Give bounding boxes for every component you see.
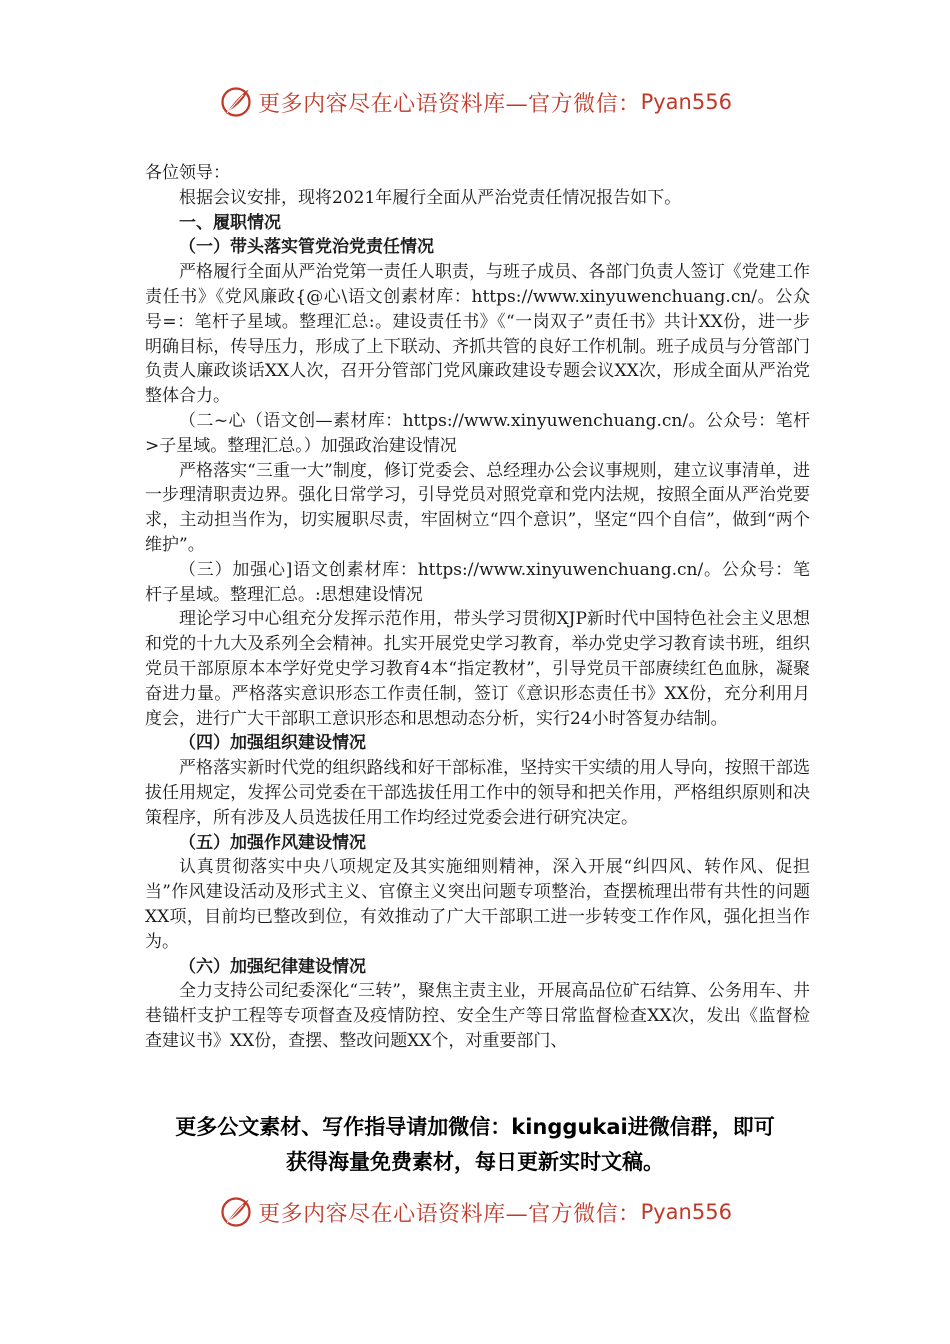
paragraph: 全力支持公司纪委深化“三转”，聚焦主责主业，开展高品位矿石结算、公务用车、井巷锚杆支护工程等专项督查及疫情防控、安全生产等日常监督检查XX次，发出《监督检查建议书》XX份，查摆、整改问题XX个，对重要部门、 [145,981,810,1051]
intro-paragraph: 根据会议安排，现将2021年履行全面从严治党责任情况报告如下。 [179,187,682,208]
footer-banner [0,1190,950,1234]
subsection-heading: （一）带头落实管党治党责任情况 [179,237,434,258]
banner-text: 更多内容尽在心语资料库—官方微信： [258,91,641,117]
subsection-heading: （六）加强纪律建设情况 [179,956,366,977]
paragraph: 严格履行全面从严治党第一责任人职责，与班子成员、各部门负责人签订《党建工作责任书》《党风廉政{@心\语文创素材库：https://www.xinyuwenchuang.cn/。公众号=：笔杆子星域。整理汇总:。建设责任书》《“一岗双子”责任书》共计XX份，进一步明确目标，传导压力，形成了上下联动、齐抓共管的良好工作机制。班子成员与分管部门负责人廉政谈话XX人次，召开分管部门党风廉政建设专题会议XX次，形成全面从严治党整体合力。 [145,262,810,407]
subsection-heading: （三）加强心]语文创素材库：https://www.xinyuwenchuang.cn/。公众号：笔杆子星域。整理汇总。:思想建设情况 [145,559,810,605]
promo-line-2: 获得海量免费素材，每日更新实时文稿。 [286,1150,664,1174]
promo-line-1: 更多公文素材、写作指导请加微信：kinggukai进微信群，即可 [175,1115,775,1139]
header-banner [0,80,950,124]
paragraph: 严格落实“三重一大”制度，修订党委会、总经理办公会议事规则，建立议事清单，进一步理清职责边界。强化日常学习，引导党员对照党章和党内法规，按照全面从严治党要求，主动担当作为，切实履职尽责，牢固树立“四个意识”，坚定“四个自信”，做到“两个维护”。 [145,460,810,555]
subsection-heading: （五）加强作风建设情况 [179,832,366,853]
feather-pen-logo-icon [218,1194,254,1230]
subsection-heading: （二~心（语文创—素材库：https://www.xinyuwenchuang.cn/。公众号：笔杆>子星域。整理汇总。）加强政治建设情况 [145,410,810,456]
banner-wechat-id: Pyan556 [640,90,732,114]
paragraph: 认真贯彻落实中央八项规定及其实施细则精神，深入开展“纠四风、转作风、促担当”作风建设活动及形式主义、官僚主义突出问题专项整治，查摆梳理出带有共性的问题XX项，目前均已整改到位，有效推动了广大干部职工进一步转变工作作风，强化担当作为。 [145,857,810,952]
banner-wechat-id: Pyan556 [640,1200,732,1224]
feather-pen-logo-icon [218,84,254,120]
banner-text: 更多内容尽在心语资料库—官方微信： [258,1201,641,1227]
greeting: 各位领导： [145,163,230,183]
paragraph: 理论学习中心组充分发挥示范作用，带头学习贯彻XJP新时代中国特色社会主义思想和党的十九大及系列全会精神。扎实开展党史学习教育，举办党史学习教育读书班，组织党员干部原原本本学好党史学习教育4本“指定教材”，引导党员干部赓续红色血脉，凝聚奋进力量。严格落实意识形态工作责任制，签订《意识形态责任书》XX份，充分利用月度会，进行广大干部职工意识形态和思想动态分析，实行24小时答复办结制。 [145,609,810,729]
wechat-promo-note [0,1110,950,1180]
section-heading: 一、履职情况 [179,212,281,233]
paragraph: 严格落实新时代党的组织路线和好干部标准，坚持实干实绩的用人导向，按照干部选拔任用规定，发挥公司党委在干部选拔任用工作中的领导和把关作用，严格组织原则和决策程序，所有涉及人员选拔任用工作均经过党委会进行研究决定。 [145,758,810,828]
document-body [145,161,810,1054]
subsection-heading: （四）加强组织建设情况 [179,733,366,754]
